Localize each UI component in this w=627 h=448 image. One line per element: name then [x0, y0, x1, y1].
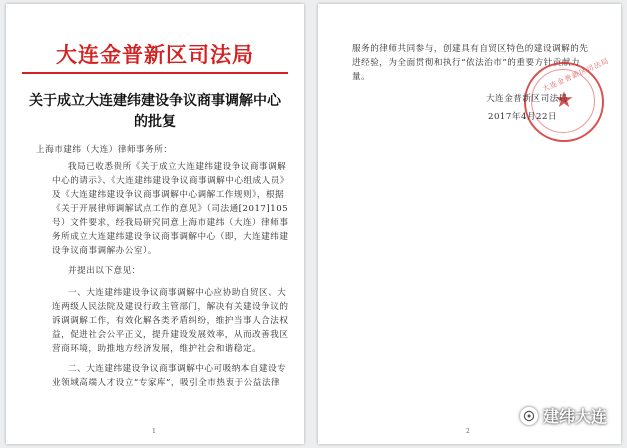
document-title-line-1: 关于成立大连建纬建设争议商事调解中心: [29, 93, 281, 109]
watermark-text: 建纬大连: [543, 407, 608, 426]
page-number: 1: [152, 428, 156, 435]
red-divider-line: [22, 72, 288, 74]
salutation: 上海市建纬（大连）律师事务所：: [36, 145, 173, 155]
page-number: 2: [466, 428, 470, 435]
body-line: 《关于开展律师调解试点工作的意见》（司法通[2017]105: [52, 204, 289, 214]
account-watermark: [520, 404, 607, 427]
body-line: 益，促进社会公平正义，提升建设发展效率，从而改善我区: [52, 330, 289, 340]
seal-star-icon: ★: [554, 88, 574, 113]
issuing-authority-title: 大连金普新区司法局: [56, 43, 254, 67]
body-line: 量。: [352, 72, 371, 82]
body-line: 进经验，为全面贯彻和执行“依法治市”的重要方针贡献力: [352, 58, 581, 68]
body-line: 及《大连建纬建设争议商事调解中心调解工作规则》，根据: [52, 190, 285, 200]
body-line: 设争议商事调解办公室）。: [52, 246, 157, 256]
seal-text: 大连金普新区司法局: [541, 56, 611, 94]
document-title-line-2: 的批复: [134, 114, 176, 130]
body-line: 诉调调解工作，有效化解各类矛盾纠纷，维护当事人合法权: [52, 316, 289, 326]
signature-date: 2017年4月22日: [488, 112, 558, 122]
body-line: 中心的请示》、《大连建纬建设争议商事调解中心组成人员》: [52, 176, 289, 186]
body-line: 并提出以下意见：: [68, 266, 141, 276]
wechat-account-icon: [520, 407, 538, 425]
body-line: 业领域高端人才设立“专家库”，吸引全市热衷于公益法律: [52, 378, 281, 388]
body-line: 连两级人民法院及建设行政主管部门，解决有关建设争议的: [52, 302, 289, 312]
signature-org: 大连金普新区司法局: [486, 94, 568, 104]
document-page-2: [318, 4, 621, 444]
body-line: 一、大连建纬建设争议商事调解中心应协助自贸区、大: [68, 288, 287, 298]
document-page-1: [6, 4, 304, 444]
body-line: 号）文件要求，经我局研究同意上海市建纬（大连）律师事: [52, 218, 289, 228]
body-line: 务所成立大连建纬建设争议商事调解中心（即，大连建纬建: [52, 232, 289, 242]
body-line: 我局已收悉贵所《关于成立大连建纬建设争议商事调解: [68, 162, 287, 172]
body-line: 二、大连建纬建设争议商事调解中心可吸纳本自建设专: [68, 364, 287, 374]
body-line: 营商环境，助推地方经济发展，维护社会和谐稳定。: [52, 344, 262, 354]
body-line: 服务的律师共同参与，创建具有自贸区特色的建设调解的先: [352, 44, 589, 54]
